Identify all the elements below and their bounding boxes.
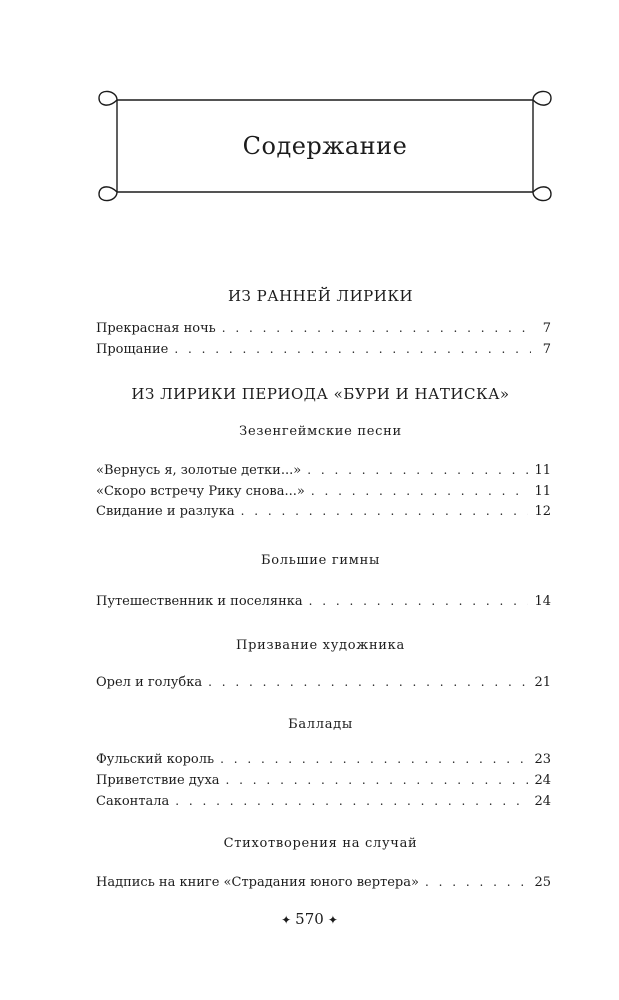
dot-leader [174,342,531,356]
section-heading: ИЗ РАННЕЙ ЛИРИКИ [227,287,414,305]
toc-entry [96,773,551,791]
toc-entry-title: Надпись на книге «Страдания юного вертера» [96,875,419,890]
dot-leader [241,504,529,518]
section-heading: ИЗ ЛИРИКИ ПЕРИОДА «БУРИ И НАТИСКА» [131,385,510,403]
toc-entry-title: Прощание [96,342,169,357]
toc-entry-page: 24 [534,794,551,809]
subsection-heading: Баллады [288,717,353,732]
toc-entry [96,484,551,502]
toc-entry [96,504,551,522]
toc-entry [96,463,551,481]
dot-leader [226,773,529,787]
dot-leader [222,321,531,335]
toc-entry-title: Свидание и разлука [96,504,235,519]
star-ornament-icon: ✦ [327,913,338,927]
dot-leader [175,794,528,808]
toc-entry-title: Орел и голубка [96,675,203,690]
dot-leader [425,875,528,889]
title-frame [95,86,555,206]
toc-entry [96,594,551,612]
toc-entry-page: 7 [542,342,551,357]
dot-leader [208,675,528,689]
toc-entry-title: «Вернусь я, золотые детки...» [96,463,302,478]
subsection-heading: Большие гимны [261,553,380,568]
toc-entry-title: Приветствие духа [96,773,220,788]
page-number-text: 570 [295,910,324,928]
toc-entry-page: 25 [534,875,551,890]
toc-entry-page: 21 [534,675,551,690]
dot-leader [220,752,528,766]
toc-entry-page: 7 [542,321,551,336]
toc-entry-page: 14 [534,594,551,609]
toc-entry-page: 23 [534,752,551,767]
toc-entry-title: Прекрасная ночь [96,321,216,336]
toc-entry [96,794,551,812]
subsection-heading: Стихотворения на случай [223,836,418,851]
toc-entry-page: 12 [534,504,551,519]
toc-entry [96,675,551,693]
toc-entry [96,342,551,360]
toc-entry-title: Путешественник и поселянка [96,594,303,609]
toc-entry-title: Саконтала [96,794,170,809]
toc-entry-page: 11 [534,463,551,478]
dot-leader [307,463,528,477]
toc-entry [96,752,551,770]
toc-entry-page: 11 [534,484,551,499]
toc-entry [96,875,551,893]
toc-entry-title: Фульский король [96,752,215,767]
subsection-heading: Зезенгеймские песни [239,424,402,439]
dot-leader [309,594,529,608]
dot-leader [311,484,529,498]
subsection-heading: Призвание художника [236,638,405,653]
page-number [0,910,619,928]
toc-entry [96,321,551,339]
page-title: Содержание [242,132,408,160]
star-ornament-icon: ✦ [281,913,292,927]
toc-entry-page: 24 [534,773,551,788]
toc-entry-title: «Скоро встречу Рику снова...» [96,484,305,499]
